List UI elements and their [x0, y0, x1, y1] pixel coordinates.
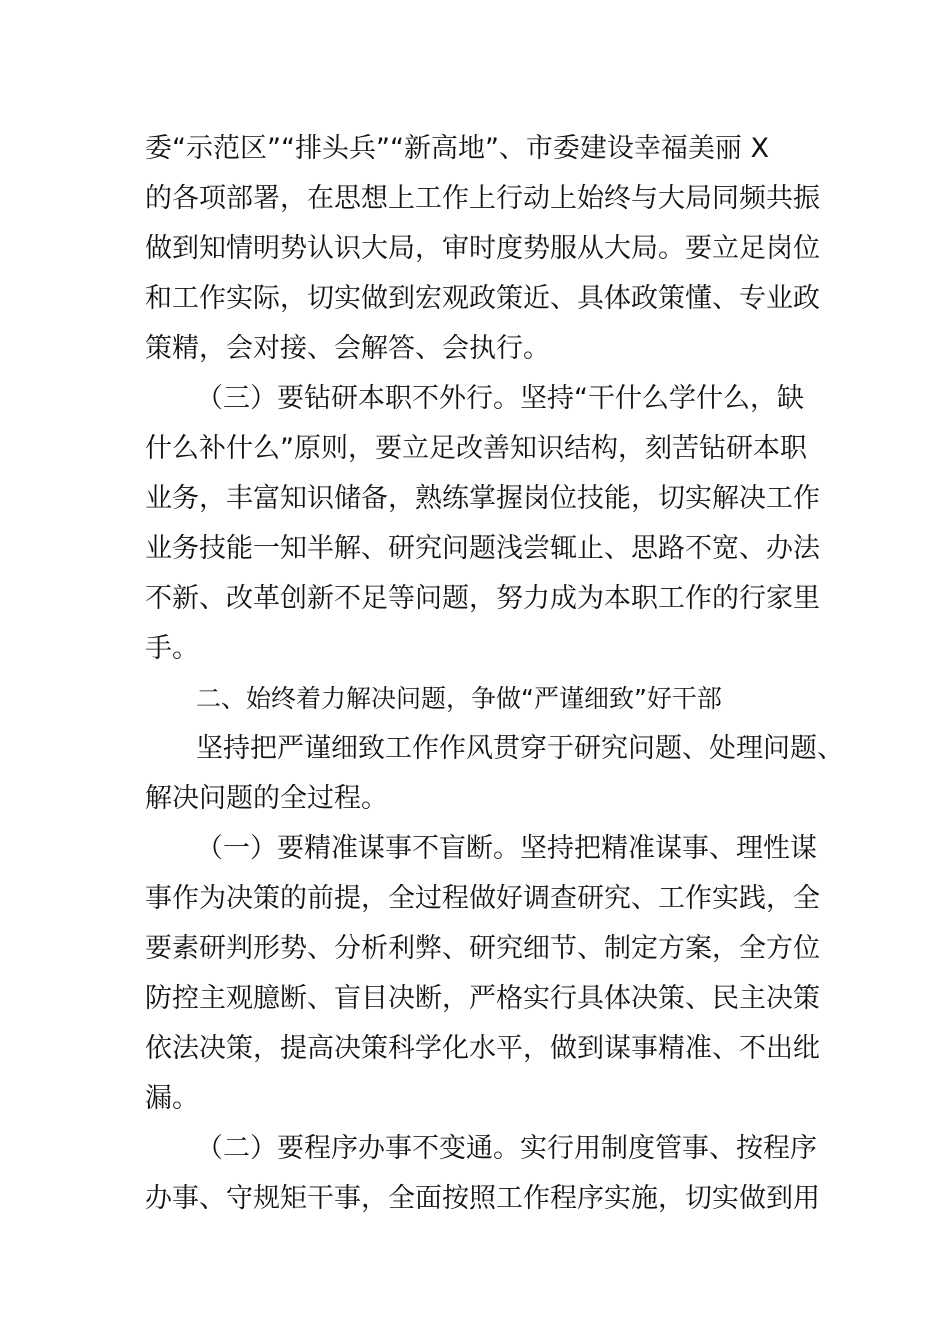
text-line: 不新、改革创新不足等问题，努力成为本职工作的行家里: [145, 583, 820, 614]
text-line: 要素研判形势、分析利弊、研究细节、制定方案，全方位: [145, 933, 820, 964]
text-line: 事作为决策的前提，全过程做好调查研究、工作实践，全: [145, 883, 820, 914]
text-line: 办事、守规矩干事，全面按照工作程序实施，切实做到用: [145, 1183, 820, 1214]
text-line: 依法决策，提高决策科学化水平，做到谋事精准、不出纰: [145, 1033, 820, 1064]
text-line: 的各项部署，在思想上工作上行动上始终与大局同频共振: [145, 183, 820, 214]
text-line: 什么补什么”原则，要立足改善知识结构，刻苦钻研本职: [145, 433, 807, 464]
text-line: 坚持把严谨细致工作作风贯穿于研究问题、处理问题、: [196, 733, 844, 764]
text-line: 做到知情明势认识大局，审时度势服从大局。要立足岗位: [145, 233, 820, 264]
text-line: 业务，丰富知识储备，熟练掌握岗位技能，切实解决工作: [145, 483, 820, 514]
text-line: 委“示范区”“排头兵”“新高地”、市委建设幸福美丽 X: [145, 133, 770, 164]
paragraph-heading: （二）要程序办事不变通。实行用制度管事、按程序: [196, 1133, 817, 1164]
text-line: 漏。: [145, 1083, 199, 1114]
text-line: 和工作实际，切实做到宏观政策近、具体政策懂、专业政: [145, 283, 820, 314]
text-line: 策精，会对接、会解答、会执行。: [145, 333, 550, 364]
text-line: 手。: [145, 633, 199, 664]
paragraph-heading: （三）要钻研本职不外行。坚持“干什么学什么，缺: [196, 383, 804, 414]
section-heading: 二、始终着力解决问题，争做“严谨细致”好干部: [196, 684, 722, 713]
text-line: 防控主观臆断、盲目决断，严格实行具体决策、民主决策: [145, 983, 820, 1014]
paragraph-heading: （一）要精准谋事不盲断。坚持把精准谋事、理性谋: [196, 833, 817, 864]
text-line: 解决问题的全过程。: [145, 783, 388, 814]
text-line: 业务技能一知半解、研究问题浅尝辄止、思路不宽、办法: [145, 533, 820, 564]
